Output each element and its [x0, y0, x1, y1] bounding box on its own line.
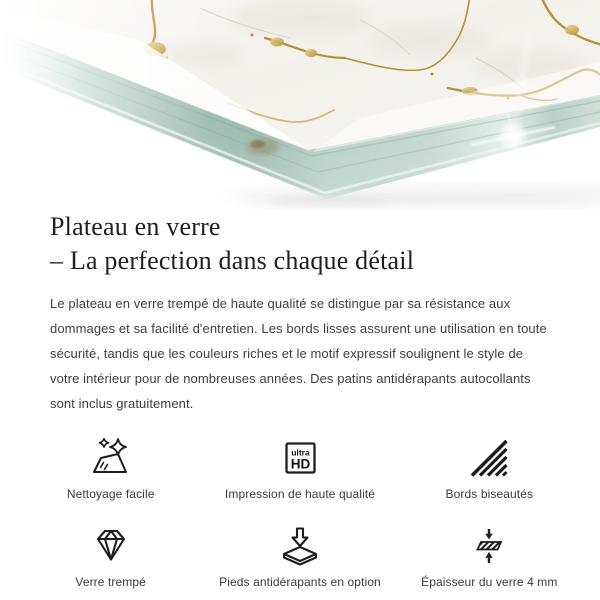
page-title-line2: – La perfection dans chaque détail: [50, 246, 415, 275]
feature-tempered-glass: [16, 526, 205, 590]
hd-label: HD: [290, 456, 311, 472]
feature-label: Impression de haute qualité: [224, 487, 376, 501]
feature-glass-thickness: [395, 526, 584, 590]
sparkle-clean-icon: [91, 438, 131, 478]
feature-label: Bords biseautés: [445, 487, 534, 501]
anti-slip-pads-icon: [280, 526, 320, 566]
page-title: [0, 210, 600, 278]
feature-label: Épaisseur du verre 4 mm: [421, 575, 558, 589]
beveled-edges-icon: [469, 438, 509, 478]
features-grid: [16, 438, 584, 590]
glass-thickness-icon: [469, 526, 509, 566]
feature-beveled-edges: [395, 438, 584, 502]
feature-easy-cleaning: [16, 438, 205, 502]
feature-label: Nettoyage facile: [66, 487, 155, 501]
feature-print-quality: [205, 438, 394, 502]
feature-antislip-pads: [205, 526, 394, 590]
product-description-text: Le plateau en verre trempé de haute qualité se distingue par sa résistance aux dommages et sa facilité d'entretien. Les bords lisses assurent une utilisation en toute sécurité, tandis que les couleurs riches et le motif expressif soulignent le style de votre intérieur pour de nombreuses années. Des patins antidérapants autocollants sont inclus gratuitement.: [50, 296, 547, 411]
feature-label: Verre trempé: [75, 575, 146, 589]
ultra-hd-icon: [280, 438, 320, 478]
product-photo-glass-tabletop: [0, 0, 600, 210]
ultra-label: ultra: [291, 447, 310, 458]
page-title-line1: Plateau en verre: [50, 212, 221, 241]
feature-label: Pieds antidérapants en option: [219, 575, 381, 589]
diamond-icon: [91, 526, 131, 566]
